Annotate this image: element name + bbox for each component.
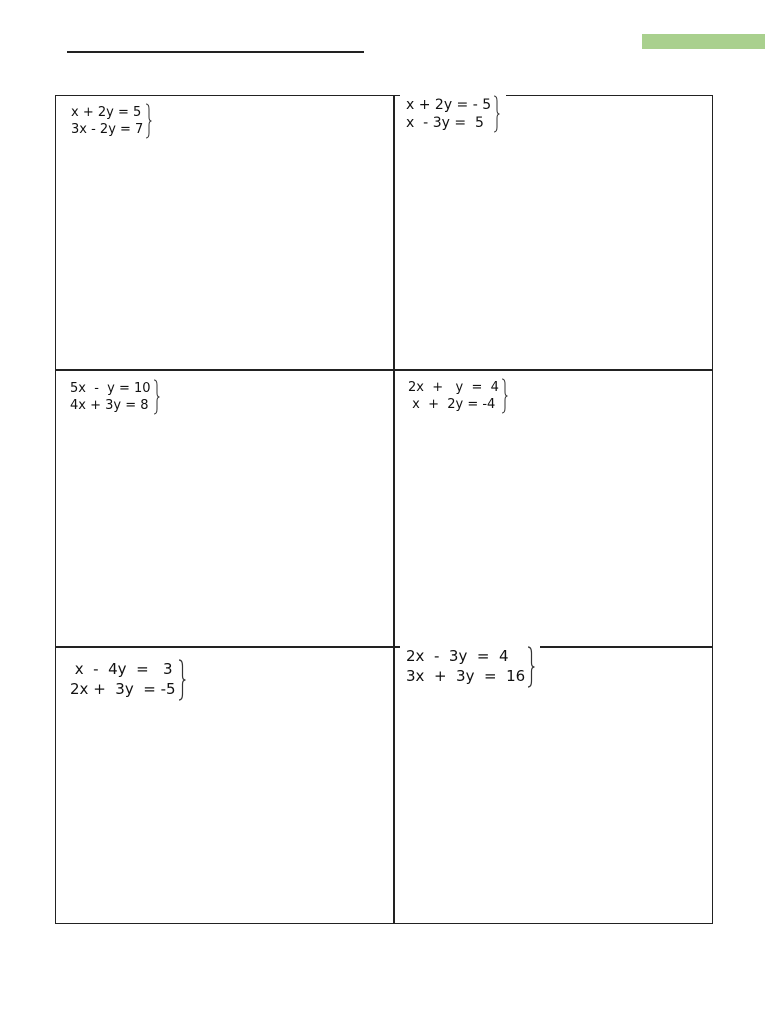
equation: 4x + 3y = 8: [70, 398, 149, 413]
equation: 5x - y = 10: [70, 380, 151, 396]
right-brace-icon: [493, 95, 500, 133]
right-brace-icon: [527, 646, 534, 688]
equation: 2x + 3y = -5: [70, 680, 176, 698]
equation-lines: [70, 660, 176, 700]
problem-cell-5[interactable]: [56, 647, 393, 925]
problem-cell-3[interactable]: [56, 370, 393, 646]
equation-lines: [70, 380, 151, 414]
equation: 2x - 3y = 4: [406, 647, 509, 666]
problem-cell-6[interactable]: [394, 647, 714, 925]
name-line: [67, 51, 364, 53]
equation: x + 2y = 5: [71, 104, 142, 120]
problem-cell-4[interactable]: [394, 370, 714, 646]
equation: x - 4y = 3: [70, 660, 173, 679]
equation: x - 3y = 5: [406, 115, 484, 131]
equation-system: [64, 379, 166, 415]
equation-system: [65, 103, 158, 139]
problem-cell-1[interactable]: [56, 96, 393, 369]
equation-lines: [71, 104, 143, 138]
equation-system: [402, 378, 514, 414]
right-brace-icon: [153, 379, 160, 415]
equation: 2x + y = 4: [408, 379, 499, 395]
equation-system: [64, 659, 191, 701]
right-brace-icon: [178, 659, 185, 701]
equation: 3x + 3y = 16: [406, 667, 526, 685]
equation: x + 2y = - 5: [406, 96, 492, 113]
problem-cell-2[interactable]: [394, 96, 714, 369]
problem-grid: [55, 95, 713, 924]
right-brace-icon: [501, 378, 508, 414]
equation: 3x - 2y = 7: [71, 122, 144, 137]
equation: x + 2y = -4: [408, 397, 496, 412]
equation-lines: [406, 647, 525, 687]
equation-system: [400, 646, 540, 688]
right-brace-icon: [145, 103, 152, 139]
header-color-tab: [642, 34, 765, 49]
equation-system: [400, 95, 506, 133]
equation-lines: [408, 379, 499, 413]
equation-lines: [406, 96, 491, 133]
